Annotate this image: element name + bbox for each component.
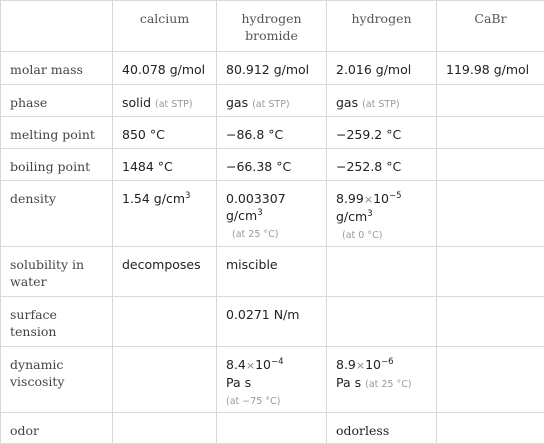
- base: 10: [373, 191, 389, 206]
- cell-hydrogen: [327, 181, 437, 247]
- header-empty-cell: [1, 1, 113, 52]
- row-label: boiling point: [1, 149, 113, 181]
- value: gas: [226, 95, 248, 110]
- row-label: odor: [1, 413, 113, 444]
- exponent: 3: [257, 208, 262, 218]
- row-label: molar mass: [1, 52, 113, 85]
- times-sign: ×: [364, 193, 373, 206]
- row-label: phase: [1, 85, 113, 117]
- cell-cabr: [437, 413, 544, 444]
- cell-hbr: [217, 181, 327, 247]
- cell-cabr: [437, 85, 544, 117]
- condition-note: (at STP): [155, 99, 193, 110]
- cell-hydrogen: −252.8 °C: [327, 149, 437, 181]
- base: 10: [255, 357, 271, 372]
- header-hydrogen: hydrogen: [327, 1, 437, 52]
- cell-hbr: −66.38 °C: [217, 149, 327, 181]
- cell-cabr: 119.98 g/mol: [437, 52, 544, 85]
- header-row: [1, 1, 544, 52]
- row-boiling-point: [1, 149, 544, 181]
- cell-hydrogen: [327, 297, 437, 347]
- mantissa: 8.99: [336, 191, 364, 206]
- row-label: melting point: [1, 117, 113, 149]
- mantissa: 8.9: [336, 357, 356, 372]
- cell-hbr: −86.8 °C: [217, 117, 327, 149]
- unit: g/cm: [226, 208, 257, 223]
- cell-hbr: 80.912 g/mol: [217, 52, 327, 85]
- value: gas: [336, 95, 358, 110]
- condition-note: (at STP): [362, 99, 400, 110]
- cell-hbr: 0.0271 N/m: [217, 297, 327, 347]
- cell-cabr: [437, 181, 544, 247]
- cell-hydrogen: odorless: [327, 413, 437, 444]
- cell-calcium: [113, 297, 217, 347]
- cell-calcium: 40.078 g/mol: [113, 52, 217, 85]
- row-surface-tension: [1, 297, 544, 347]
- cell-hbr: [217, 347, 327, 413]
- cell-calcium: [113, 181, 217, 247]
- condition-note: (at −75 °C): [226, 396, 280, 407]
- unit: Pa s: [336, 375, 361, 390]
- cell-calcium: 1484 °C: [113, 149, 217, 181]
- base: 10: [365, 357, 381, 372]
- cell-hydrogen: [327, 347, 437, 413]
- cell-hydrogen: [327, 247, 437, 297]
- condition-note: (at 25 °C): [232, 229, 278, 240]
- header-calcium: calcium: [113, 1, 217, 52]
- cell-hbr: miscible: [217, 247, 327, 297]
- times-sign: ×: [356, 359, 365, 372]
- cell-cabr: [437, 117, 544, 149]
- row-solubility: [1, 247, 544, 297]
- cell-calcium: 850 °C: [113, 117, 217, 149]
- exponent: 3: [367, 209, 372, 219]
- cell-hydrogen: [327, 85, 437, 117]
- exponent: −5: [389, 191, 402, 201]
- cell-cabr: [437, 297, 544, 347]
- exponent: 3: [185, 191, 190, 201]
- row-molar-mass: [1, 52, 544, 85]
- row-phase: [1, 85, 544, 117]
- header-cabr: CaBr: [437, 1, 544, 52]
- row-odor: [1, 413, 544, 444]
- value: 0.003307: [226, 190, 317, 207]
- cell-cabr: [437, 347, 544, 413]
- row-dynamic-viscosity: [1, 347, 544, 413]
- row-density: [1, 181, 544, 247]
- cell-hbr: [217, 85, 327, 117]
- cell-calcium: [113, 413, 217, 444]
- cell-calcium: [113, 85, 217, 117]
- cell-calcium: [113, 347, 217, 413]
- cell-hbr: [217, 413, 327, 444]
- unit: Pa s: [226, 374, 317, 391]
- unit: g/cm: [336, 209, 367, 224]
- row-label: dynamic viscosity: [1, 347, 113, 413]
- value: 1.54 g/cm: [122, 191, 185, 206]
- cell-hydrogen: 2.016 g/mol: [327, 52, 437, 85]
- cell-hydrogen: −259.2 °C: [327, 117, 437, 149]
- mantissa: 8.4: [226, 357, 246, 372]
- times-sign: ×: [246, 359, 255, 372]
- condition-note: (at 25 °C): [365, 379, 411, 390]
- row-label: solubility in water: [1, 247, 113, 297]
- value: solid: [122, 95, 151, 110]
- header-hydrogen-bromide: hydrogen bromide: [217, 1, 327, 52]
- condition-note: (at STP): [252, 99, 290, 110]
- condition-note: (at 0 °C): [342, 230, 382, 241]
- exponent: −4: [271, 357, 284, 367]
- cell-cabr: [437, 149, 544, 181]
- row-label: surface tension: [1, 297, 113, 347]
- row-melting-point: [1, 117, 544, 149]
- row-label: density: [1, 181, 113, 247]
- exponent: −6: [381, 357, 394, 367]
- cell-cabr: [437, 247, 544, 297]
- cell-calcium: decomposes: [113, 247, 217, 297]
